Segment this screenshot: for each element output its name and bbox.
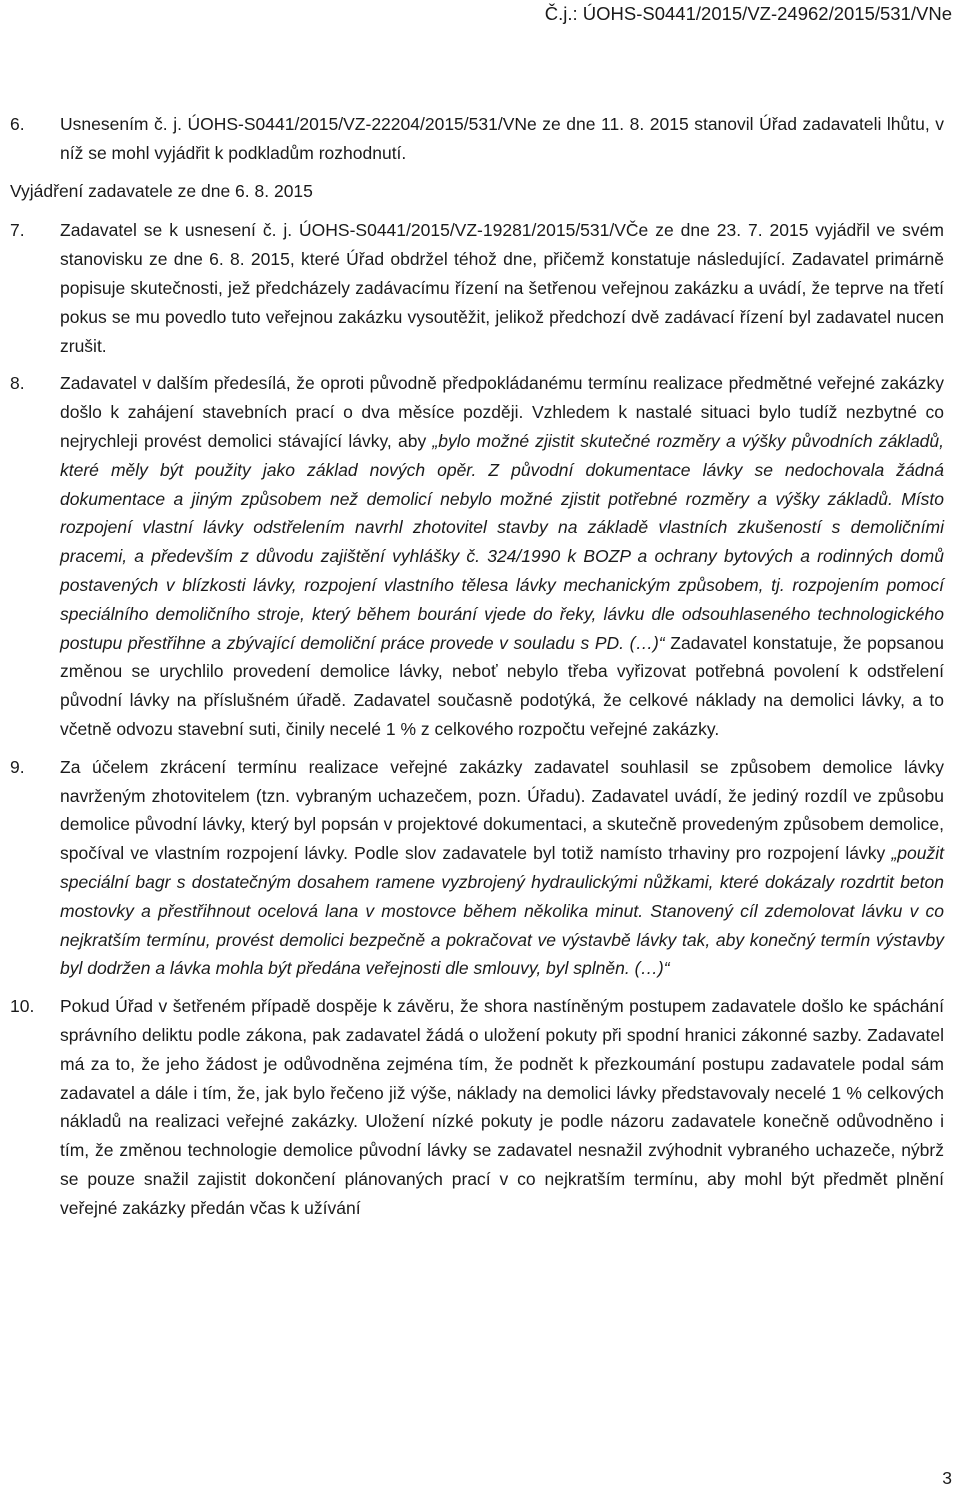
paragraph-text: Zadavatel se k usnesení č. j. ÚOHS-S0441/2015/VZ-19281/2015/531/VČe ze dne 23. 7. 2015 vyjádřil ve svém stanovisku ze dne 6. 8. 2015, které Úřad obdržel téhož dne, přičemž konstatuje následující. Zadavatel primárně popisuje skutečnosti, jež předcházely zadávacímu řízení na šetřenou veřejnou zakázku a uvádí, že teprve na třetí pokus se mu povedlo tuto veřejnou zakázku vysoutěžit, jelikož předchozí dvě zadávací řízení byl zadavatel nucen zrušit. <box>60 220 944 356</box>
paragraph-number: 10. <box>10 996 35 1017</box>
paragraph-text: Usnesením č. j. ÚOHS-S0441/2015/VZ-22204/2015/531/VNe ze dne 11. 8. 2015 stanovil Úřad zadavateli lhůtu, v níž se mohl vyjádřit k podkladům rozhodnutí. <box>60 114 944 163</box>
quoted-text: „použit speciální bagr s dostatečným dosahem ramene vyzbrojený hydraulickými nůžkami, které dokázaly rozdrtit beton mostovky a přestřihnout ocelová lana v mostovce během několika minut. Stanovený cíl zdemolovat lávku v co nejkratším termínu, provést demolici bezpečně a pokračovat ve výstavbě lávky tak, aby konečný termín výstavby byl dodržen a lávka mohla být předána veřejnosti dle smlouvy, byl splněn. (…)“ <box>60 843 944 979</box>
document-reference: Č.j.: ÚOHS-S0441/2015/VZ-24962/2015/531/VNe <box>544 3 952 24</box>
paragraph-8 <box>10 369 944 743</box>
paragraph-number: 7. <box>10 220 25 241</box>
paragraph-text <box>60 753 944 983</box>
paragraph-text <box>60 369 944 743</box>
paragraph-6 <box>10 110 944 168</box>
section-heading: Vyjádření zadavatele ze dne 6. 8. 2015 <box>10 180 313 201</box>
paragraph-9 <box>10 753 944 983</box>
paragraph-text-part: Zadavatel v dalším předesílá, že oproti původně předpokládanému termínu realizace předmětné veřejné zakázky došlo k zahájení stavebních prací o dva měsíce později. Vzhledem k nastalé situaci bylo tudíž nezbytné co nejrychleji provést demolici stávající lávky, aby <box>60 373 944 451</box>
quoted-text: „bylo možné zjistit skutečné rozměry a výšky původních základů, které měly být použity jako základ nových opěr. Z původní dokumentace lávky se nedochovala žádná dokumentace a jiným způsobem než demolicí nebylo možné zjistit potřebné rozměry a výšky základů. Místo rozpojení vlastní lávky odstřelením navrhl zhotovitel stavby na základě vlastních zkušeností s demoličními pracemi, a především z důvodu zajištění vyhlášky č. 324/1990 k BOZP a ochrany bytových a rodinných domů postavených v blízkosti lávky, rozpojení vlastního tělesa lávky mechanickým způsobem, tj. rozpojením pomocí speciálního demoličního stroje, který během bourání vjede do řeky, lávku dle odsouhlaseného technologického postupu přestřihne a zbývající demoliční práce provede v souladu s PD. (…)“ <box>60 430 945 653</box>
paragraph-number: 9. <box>10 756 25 777</box>
paragraph-text-part: Zadavatel konstatuje, že popsanou změnou se urychlilo provedení demolice lávky, neboť nebylo třeba vyřizovat potřebná povolení k odstřelení původní lávky na příslušném úřadě. Zadavatel současně podotýká, že celkové náklady na demolici lávky, a to včetně odvozu stavební suti, činily necelé 1 % z celkového rozpočtu veřejné zakázky. <box>60 632 944 739</box>
page-number: 3 <box>942 1468 952 1488</box>
paragraph-text: Pokud Úřad v šetřeném případě dospěje k závěru, že shora nastíněným postupem zadavatele došlo ke spáchání správního deliktu podle zákona, pak zadavatel žádá o uložení pokuty při spodní hranici zákonné sazby. Zadavatel má za to, že jeho žádost je odůvodněna zejména tím, že podnět k přezkoumání postupu zadavatele podal sám zadavatel a dále i tím, že, jak bylo řečeno již výše, náklady na demolici lávky představovaly necelé 1 % celkových nákladů na realizaci veřejné zakázky. Uložení nízké pokuty je podle názoru zadavatele konečně odůvodněno i tím, že změnou technologie demolice původní lávky se zadavatel nesnažil zvýhodnit vybraného uchazeče, nýbrž se pouze snažil zajistit dokončení plánovaných prací v co nejkratším termínu, aby mohl být předmět plnění veřejné zakázky předán včas k užívání <box>60 996 944 1218</box>
document-body <box>10 110 944 1222</box>
paragraph-number: 6. <box>10 114 25 134</box>
paragraph-text-part: Za účelem zkrácení termínu realizace veřejné zakázky zadavatel souhlasil se způsobem demolice lávky navrženým zhotovitelem (tzn. vybraným uchazečem, pozn. Úřadu). Zadavatel uvádí, že jediný rozdíl ve způsobu demolice původní lávky, který byl popsán v projektové dokumentaci, a skutečně provedeným způsobem demolice, spočíval ve vlastním rozpojení lávky. Podle slov zadavatele byl totiž namísto trhaviny pro rozpojení lávky <box>60 756 944 864</box>
paragraph-number: 8. <box>10 373 25 394</box>
paragraph-7 <box>10 216 944 360</box>
paragraph-10 <box>10 992 944 1222</box>
